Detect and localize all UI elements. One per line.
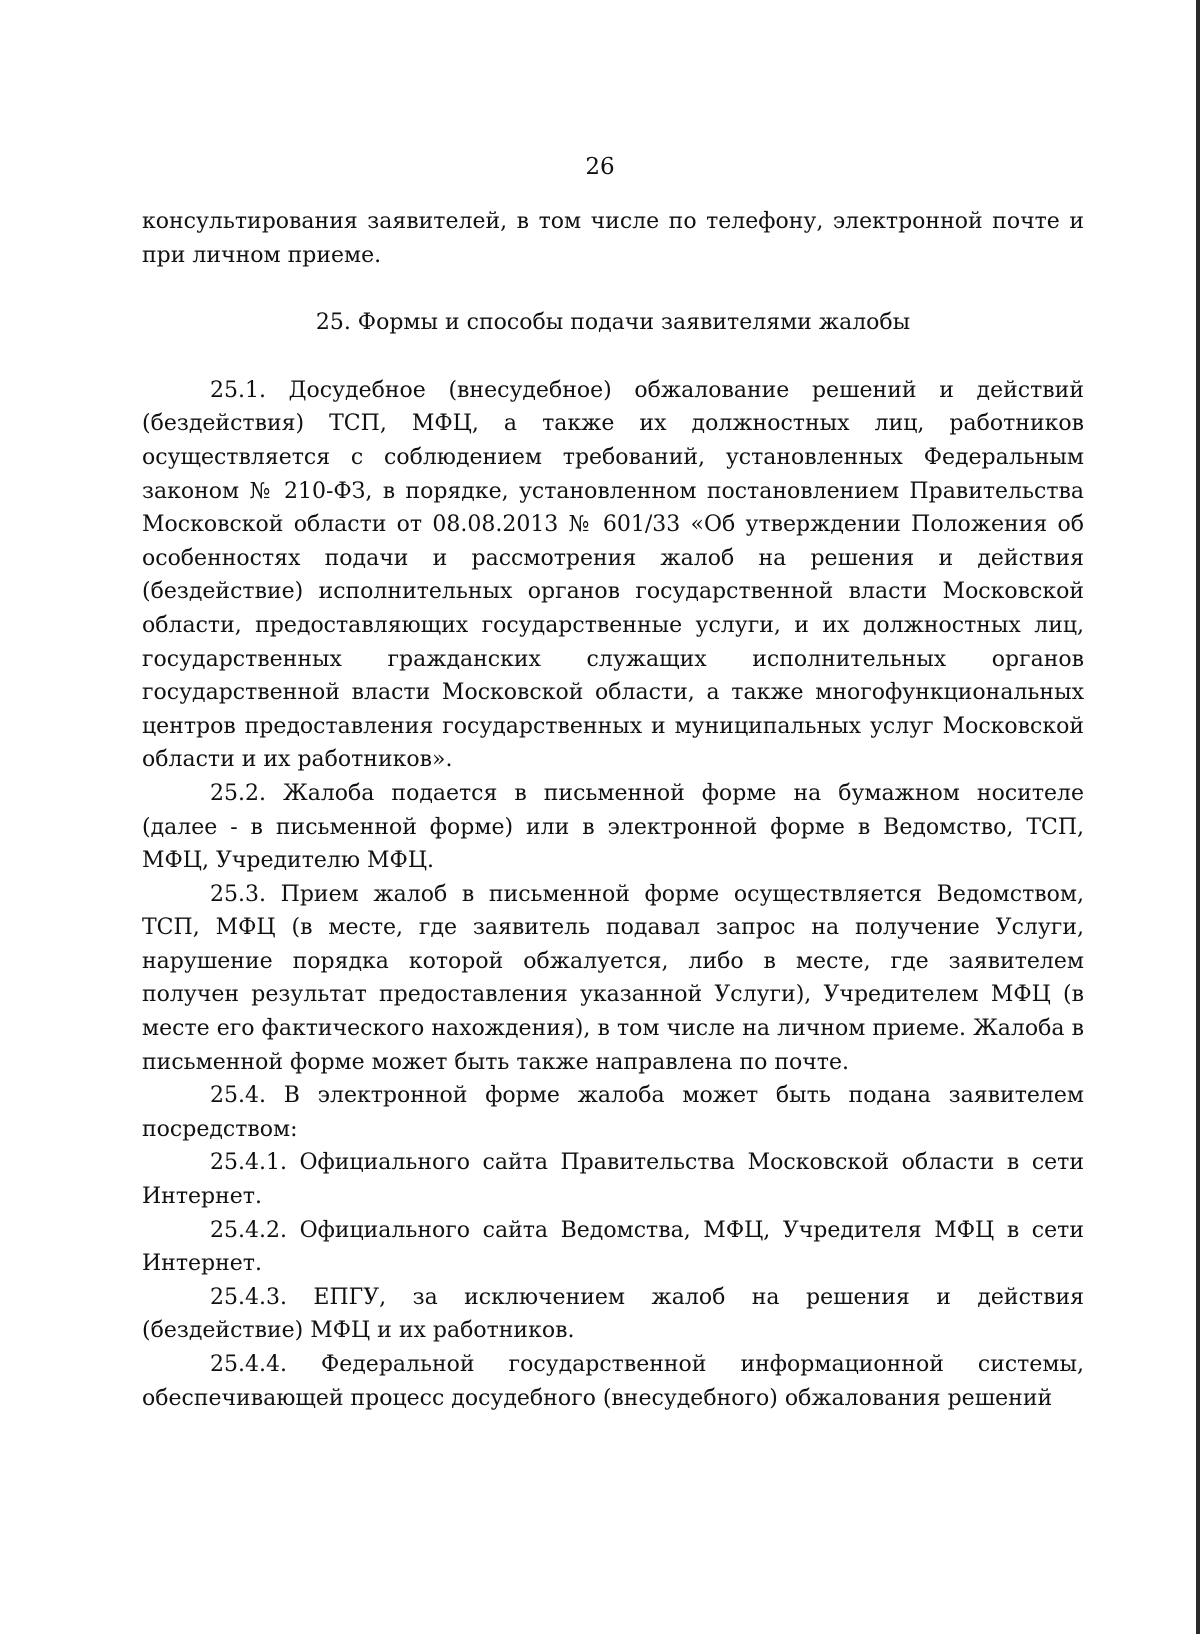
section-heading: 25. Формы и способы подачи заявителями жалобы [315, 310, 911, 336]
paragraph-25-3: 25.3. Прием жалоб в письменной форме осуществляется Ведомством, ТСП, МФЦ (в месте, где заявитель подавал запрос на получение Услуги, нарушение порядка которой обжалуется, либо в месте, где заявителем получен результат предоставления указанной Услуги), Учредителем МФЦ (в месте его фактического нахождения), в том числе на личном приеме. Жалоба в письменной форме может быть также направлена по почте. [142, 881, 1084, 1075]
page-number: 26 [585, 154, 615, 180]
paragraph-25-2: 25.2. Жалоба подается в письменной форме на бумажном носителе (далее - в письменной форме) или в электронной форме в Ведомство, ТСП, МФЦ, Учредителю МФЦ. [142, 780, 1084, 874]
paragraph-25-4-3: 25.4.3. ЕПГУ, за исключением жалоб на решения и действия (бездействие) МФЦ и их работников. [142, 1284, 1084, 1344]
paragraph-25-4: 25.4. В электронной форме жалоба может быть подана заявителем посредством: [142, 1083, 1084, 1142]
paragraph-25-4-2: 25.4.2. Официального сайта Ведомства, МФЦ, Учредителя МФЦ в сети Интернет. [142, 1217, 1084, 1277]
paragraph-25-1: 25.1. Досудебное (внесудебное) обжалование решений и действий (бездействия) ТСП, МФЦ, а также их должностных лиц, работников осуществляется с соблюдением требований, установленных Федеральным законом № 210-ФЗ, в порядке, установленном постановлением Правительства Московской области от 08.08.2013 № 601/33 «Об утверждении Положения об особенностях подачи и рассмотрения жалоб на решения и действия (бездействие) исполнительных органов государственной власти Московской области, предоставляющих государственные услуги, и их должностных лиц, государственных гражданских служащих исполнительных органов государственной власти Московской области, а также многофункциональных центров предоставления государственных и муниципальных услуг Московской области и их работников». [142, 377, 1084, 773]
intro-paragraph: консультирования заявителей, в том числе по телефону, электронной почте и при личном приеме. [142, 209, 1084, 268]
paragraph-25-4-4: 25.4.4. Федеральной государственной информационной системы, обеспечивающей процесс досудебного (внесудебного) обжалования решений [142, 1352, 1084, 1411]
page-edge-border [1196, 0, 1200, 1634]
page-content [142, 205, 1084, 1415]
paragraph-25-4-1: 25.4.1. Официального сайта Правительства Московской области в сети Интернет. [142, 1150, 1084, 1210]
